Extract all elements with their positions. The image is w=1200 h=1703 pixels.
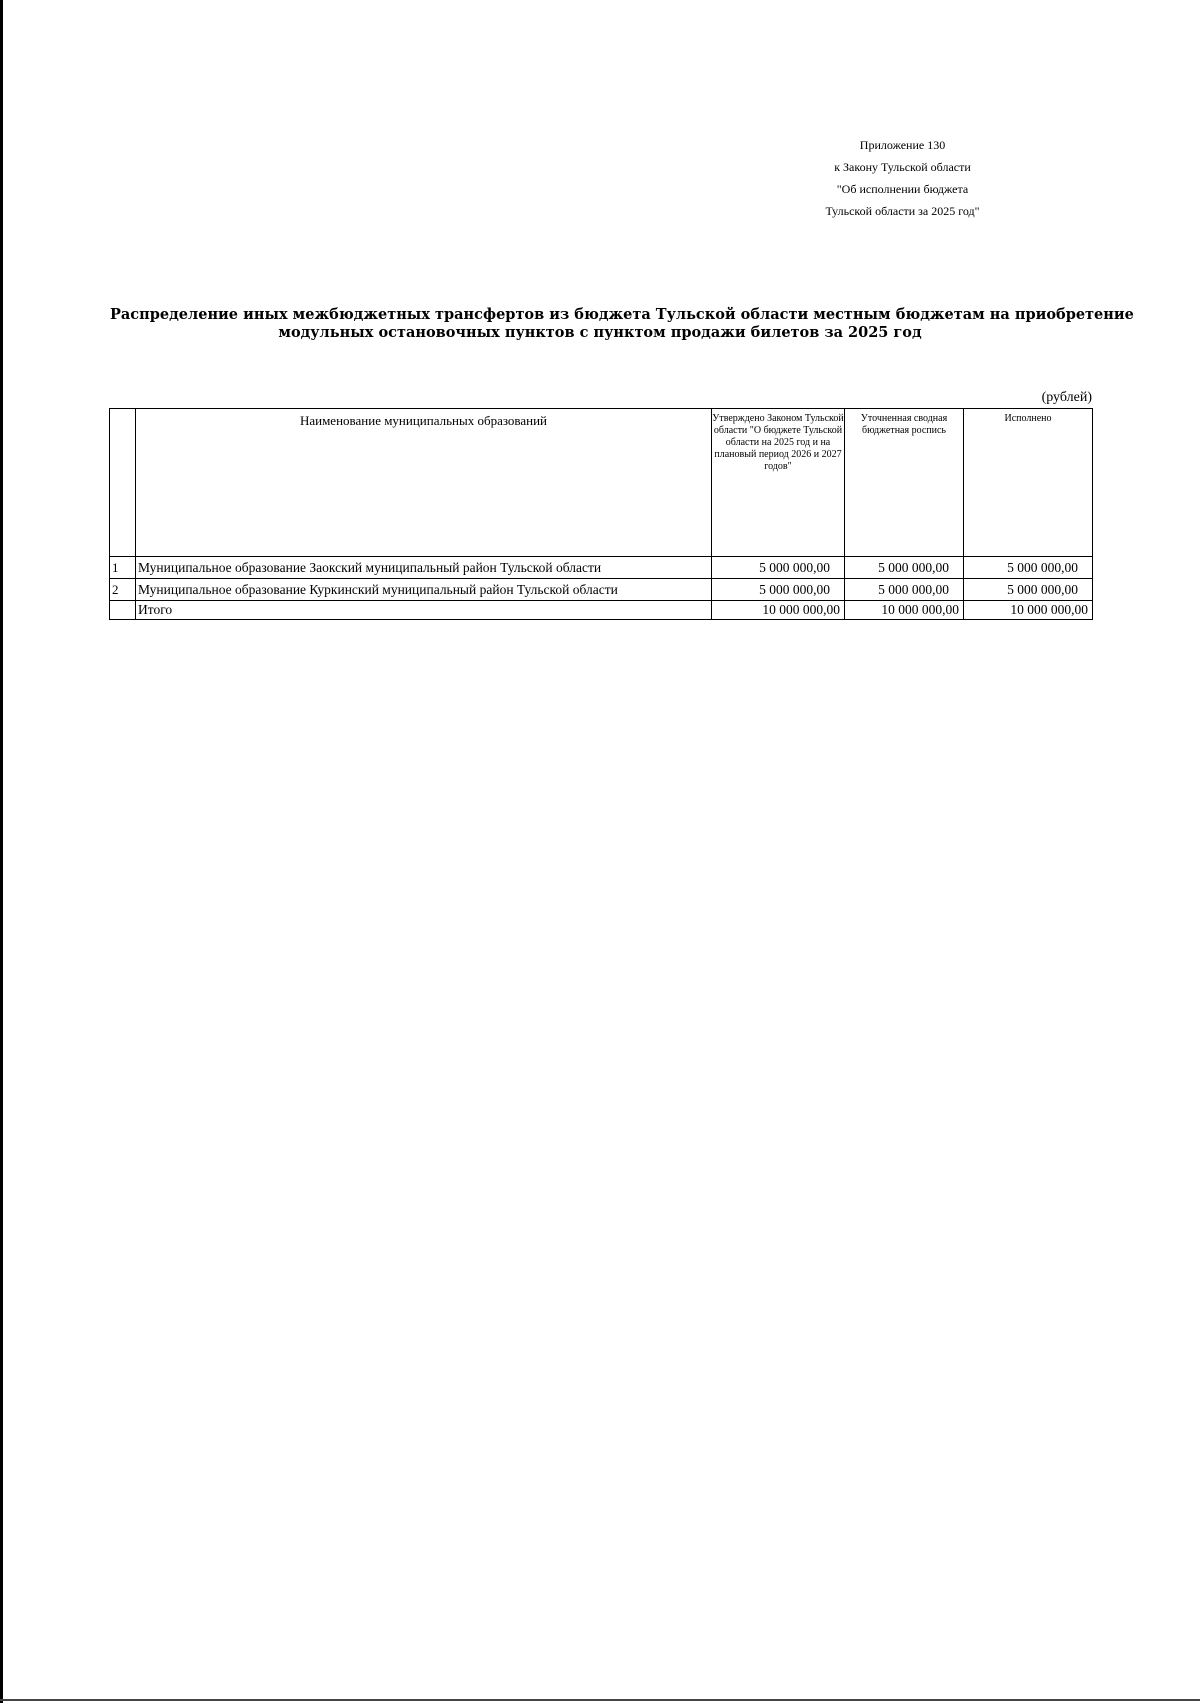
appendix-line-2: к Закону Тульской области xyxy=(834,160,971,174)
units-label: (рублей) xyxy=(1041,390,1092,405)
row-name: Муниципальное образование Куркинский муниципальный район Тульской области xyxy=(136,579,712,601)
table-row xyxy=(110,579,1093,601)
row-executed: 5 000 000,00 xyxy=(964,557,1093,579)
row-num: 1 xyxy=(110,557,136,579)
appendix-line-1: Приложение 130 xyxy=(859,138,946,152)
appendix-line-3: "Об исполнении бюджета xyxy=(836,182,969,196)
table-total-row xyxy=(110,601,1093,620)
total-label: Итого xyxy=(136,601,712,620)
document-title-line-1: Распределение иных межбюджетных трансфертов из бюджета Тульской области местным бюджетам на приобретение xyxy=(110,306,1134,323)
header-refined: Уточненная сводная бюджетная роспись xyxy=(845,409,964,557)
appendix-block xyxy=(780,134,1025,222)
table-header-row xyxy=(110,409,1093,557)
document-title xyxy=(110,306,1134,342)
transfers-table xyxy=(109,408,1093,620)
row-num: 2 xyxy=(110,579,136,601)
total-refined: 10 000 000,00 xyxy=(845,601,964,620)
header-num xyxy=(110,409,136,557)
row-executed: 5 000 000,00 xyxy=(964,579,1093,601)
row-name: Муниципальное образование Заокский муниципальный район Тульской области xyxy=(136,557,712,579)
total-num xyxy=(110,601,136,620)
header-executed: Исполнено xyxy=(964,409,1093,557)
row-refined: 5 000 000,00 xyxy=(845,579,964,601)
scan-edge-bottom xyxy=(0,1699,1200,1701)
row-approved: 5 000 000,00 xyxy=(712,579,845,601)
appendix-line-4: Тульской области за 2025 год" xyxy=(825,204,980,218)
document-title-line-2: модульных остановочных пунктов с пунктом продажи билетов за 2025 год xyxy=(278,324,922,341)
row-refined: 5 000 000,00 xyxy=(845,557,964,579)
row-approved: 5 000 000,00 xyxy=(712,557,845,579)
header-name: Наименование муниципальных образований xyxy=(136,409,712,557)
header-approved: Утверждено Законом Тульской области "О бюджете Тульской области на 2025 год и на плановый период 2026 и 2027 годов" xyxy=(712,409,845,557)
table-row xyxy=(110,557,1093,579)
total-executed: 10 000 000,00 xyxy=(964,601,1093,620)
scan-edge-left xyxy=(0,0,3,1703)
total-approved: 10 000 000,00 xyxy=(712,601,845,620)
